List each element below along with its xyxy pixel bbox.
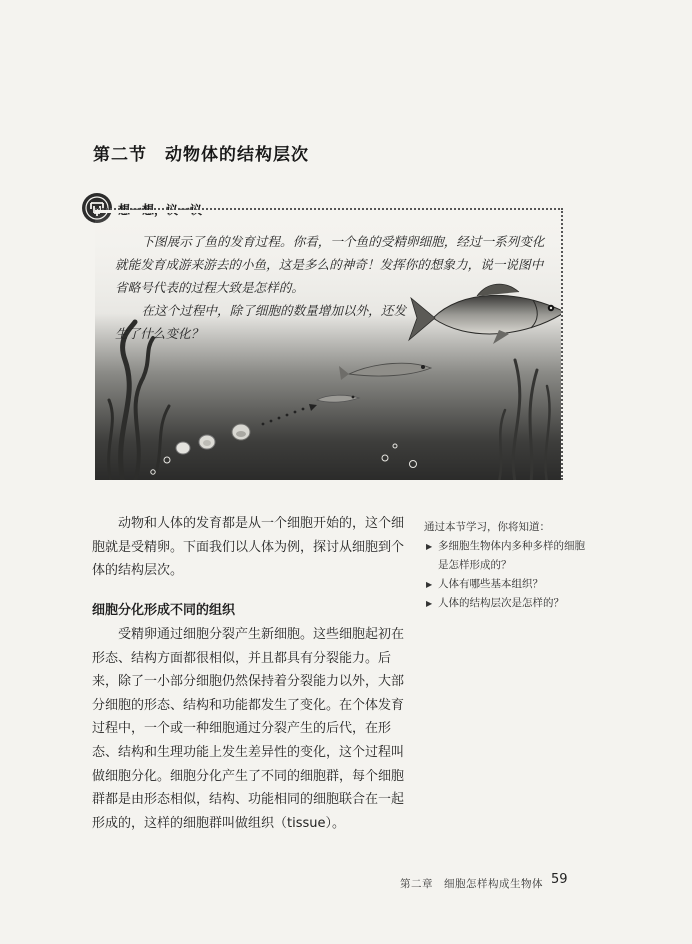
list-item: ▶ 多细胞生物体内多种多样的细胞是怎样形成的？ [424, 537, 590, 575]
think-discuss-text [115, 230, 553, 345]
subsection-title: 细胞分化形成不同的组织 [92, 603, 236, 618]
learning-objectives-sidebar [424, 518, 590, 613]
intro-paragraph [92, 512, 404, 583]
subsection-paragraph: 受精卵通过细胞分裂产生新细胞。这些细胞起初在形态、结构方面都很相似，并且都具有分裂能力。后来，除了一小部分细胞仍然保持着分裂能力以外，大部分细胞的形态、结构和功能都发生了变化。在个体发育过程中，一个或一种细胞通过分裂产生的后代，在形态、结构和生理功能上发生差异性的变化，这个过程叫做细胞分化。细胞分化产生了不同的细胞群，每个细胞群都是由形态相似，结构、功能相同的细胞联合在一起形成的，这样的细胞群叫做组织（tissue）。 [92, 627, 405, 831]
think-discuss-box [95, 208, 563, 480]
list-item: ▶ 人体的结构层次是怎样的？ [424, 594, 590, 613]
think-paragraph-1: 下图展示了鱼的发育过程。你看，一个鱼的受精卵细胞，经过一系列变化就能发育成游来游去的小鱼，这是多么的神奇！发挥你的想象力，说一说图中省略号代表的过程大致是怎样的。 [115, 234, 545, 295]
list-item: ▶ 人体有哪些基本组织？ [424, 575, 590, 594]
sidebar-list [424, 537, 590, 613]
page-number: 59 [551, 872, 568, 887]
section-title: 第二节 动物体的结构层次 [93, 145, 309, 165]
footer-chapter: 第二章 细胞怎样构成生物体 [400, 878, 543, 890]
intro-text: 动物和人体的发育都是从一个细胞开始的，这个细胞就是受精卵。下面我们以人体为例，探讨从细胞到个体的结构层次。 [92, 516, 405, 579]
think-paragraph-2: 在这个过程中，除了细胞的数量增加以外，还发生了什么变化？ [115, 303, 406, 341]
triangle-bullet-icon: ▶ [426, 542, 433, 551]
triangle-bullet-icon: ▶ [426, 580, 433, 589]
sidebar-heading: 通过本节学习，你将知道： [424, 521, 550, 533]
triangle-bullet-icon: ▶ [426, 599, 433, 608]
subsection-body [92, 623, 404, 835]
